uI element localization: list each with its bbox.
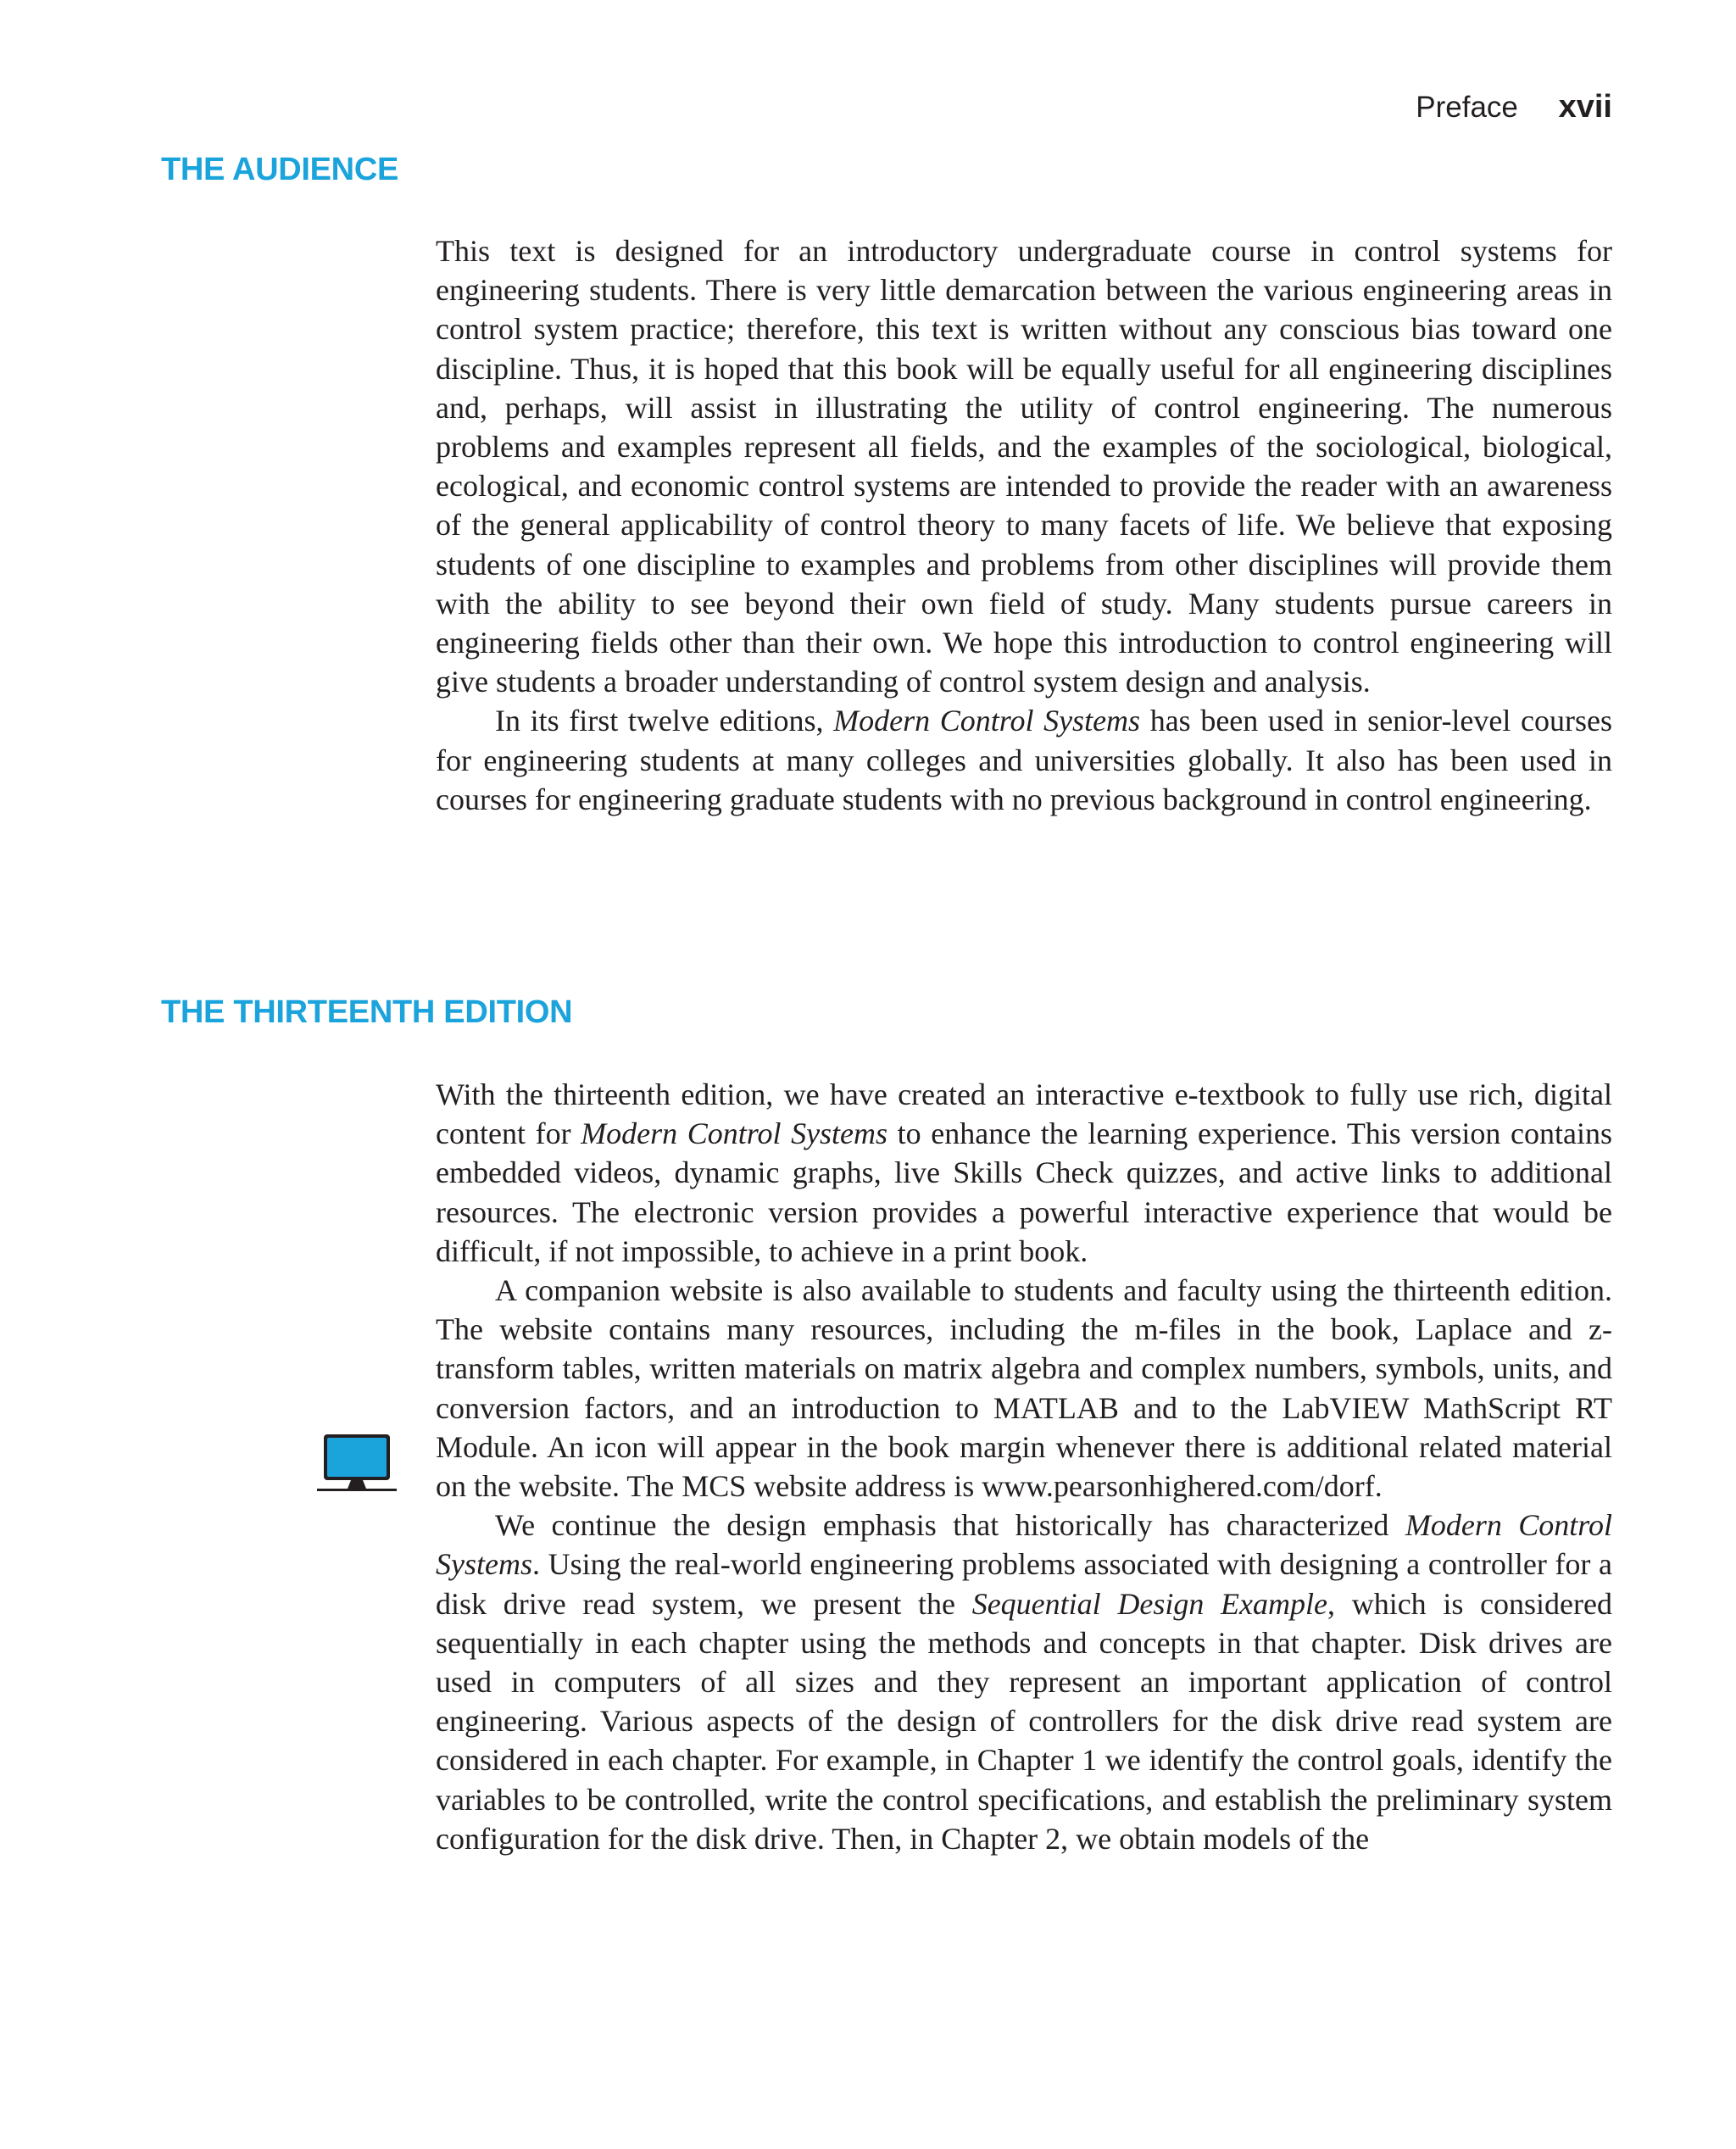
text-run: has been used in senior-level courses for engineering students at many colleges and universities globally. It also has been used in courses for engineering graduate students with no previous background in control engineering.	[436, 704, 1612, 816]
section-body-audience	[436, 231, 1612, 819]
text-run: to enhance the learning experience. This version contains embedded videos, dynamic graphs, live Skills Check quizzes, and active links to additional resources. The electronic version provides a powerful interactive experience that would be difficult, if not impossible, to achieve in a print book.	[436, 1116, 1612, 1268]
section-body-thirteenth-edition	[436, 1075, 1612, 1858]
paragraph	[436, 231, 1612, 701]
section-heading-audience: THE AUDIENCE	[161, 152, 399, 187]
italic-run: Modern Control Systems	[833, 704, 1141, 738]
italic-run: Modern Control Systems	[581, 1116, 888, 1151]
paragraph	[436, 1271, 1612, 1506]
running-head	[1416, 86, 1612, 128]
computer-monitor-icon	[317, 1433, 397, 1494]
monitor-base	[317, 1489, 397, 1491]
text-run: A companion website is also available to students and faculty using the thirteenth edition. The website contains many resources, including the m-files in the book, Laplace and z-transform tables, written materials on matrix algebra and complex numbers, symbols, units, and conversion factors, and an introduction to MATLAB and to the LabVIEW MathScript RT Module. An icon will appear in the book margin whenever there is additional related material on the website. The MCS website address is www.pearsonhighered.com/dorf.	[436, 1273, 1612, 1504]
paragraph	[436, 1075, 1612, 1271]
paragraph	[436, 701, 1612, 819]
text-run: . Using the real-world engineering problems associated with designing a controller for a disk drive read system, we present the	[436, 1547, 1612, 1621]
running-head-section: Preface	[1416, 91, 1518, 124]
text-run: In its first twelve editions,	[495, 704, 834, 738]
monitor-screen	[327, 1438, 387, 1477]
text-run: , which is considered sequentially in each chapter using the methods and concepts in that chapter. Disk drives are used in computers of all sizes and they represent an important application of control engineering. Various aspects of the design of controllers for the disk drive read system are considered in each chapter. For example, in Chapter 1 we identify the control goals, identify the variables to be controlled, write the control specifications, and establish the preliminary system configuration for the disk drive. Then, in Chapter 2, we obtain models of the	[436, 1586, 1613, 1856]
italic-run: Modern Control Systems	[436, 1508, 1612, 1582]
text-run: We continue the design emphasis that historically has characterized	[495, 1508, 1405, 1543]
paragraph	[436, 1506, 1612, 1858]
page-number: xvii	[1558, 89, 1612, 125]
section-heading-thirteenth-edition: THE THIRTEENTH EDITION	[161, 994, 573, 1030]
text-run: This text is designed for an introductory undergraduate course in control systems for engineering students. There is very little demarcation between the various engineering areas in control system practice; therefore, this text is written without any conscious bias toward one discipline. Thus, it is hoped that this book will be equally useful for all engineering disciplines and, perhaps, will assist in illustrating the utility of control engineering. The numerous problems and examples represent all fields, and the examples of the sociological, biological, ecological, and economic control systems are intended to provide the reader with an awareness of the general applicability of control theory to many facets of life. We believe that exposing students of one discipline to examples and problems from other disciplines will provide them with the ability to see beyond their own field of study. Many students pursue careers in engineering fields other than their own. We hope this introduction to control engineering will give students a broader understanding of control system design and analysis.	[436, 234, 1612, 699]
monitor-stand	[348, 1480, 366, 1489]
italic-run: Sequential Design Example	[971, 1586, 1327, 1621]
text-run: With the thirteenth edition, we have created an interactive e-textbook to fully use rich, digital content for	[436, 1077, 1612, 1151]
